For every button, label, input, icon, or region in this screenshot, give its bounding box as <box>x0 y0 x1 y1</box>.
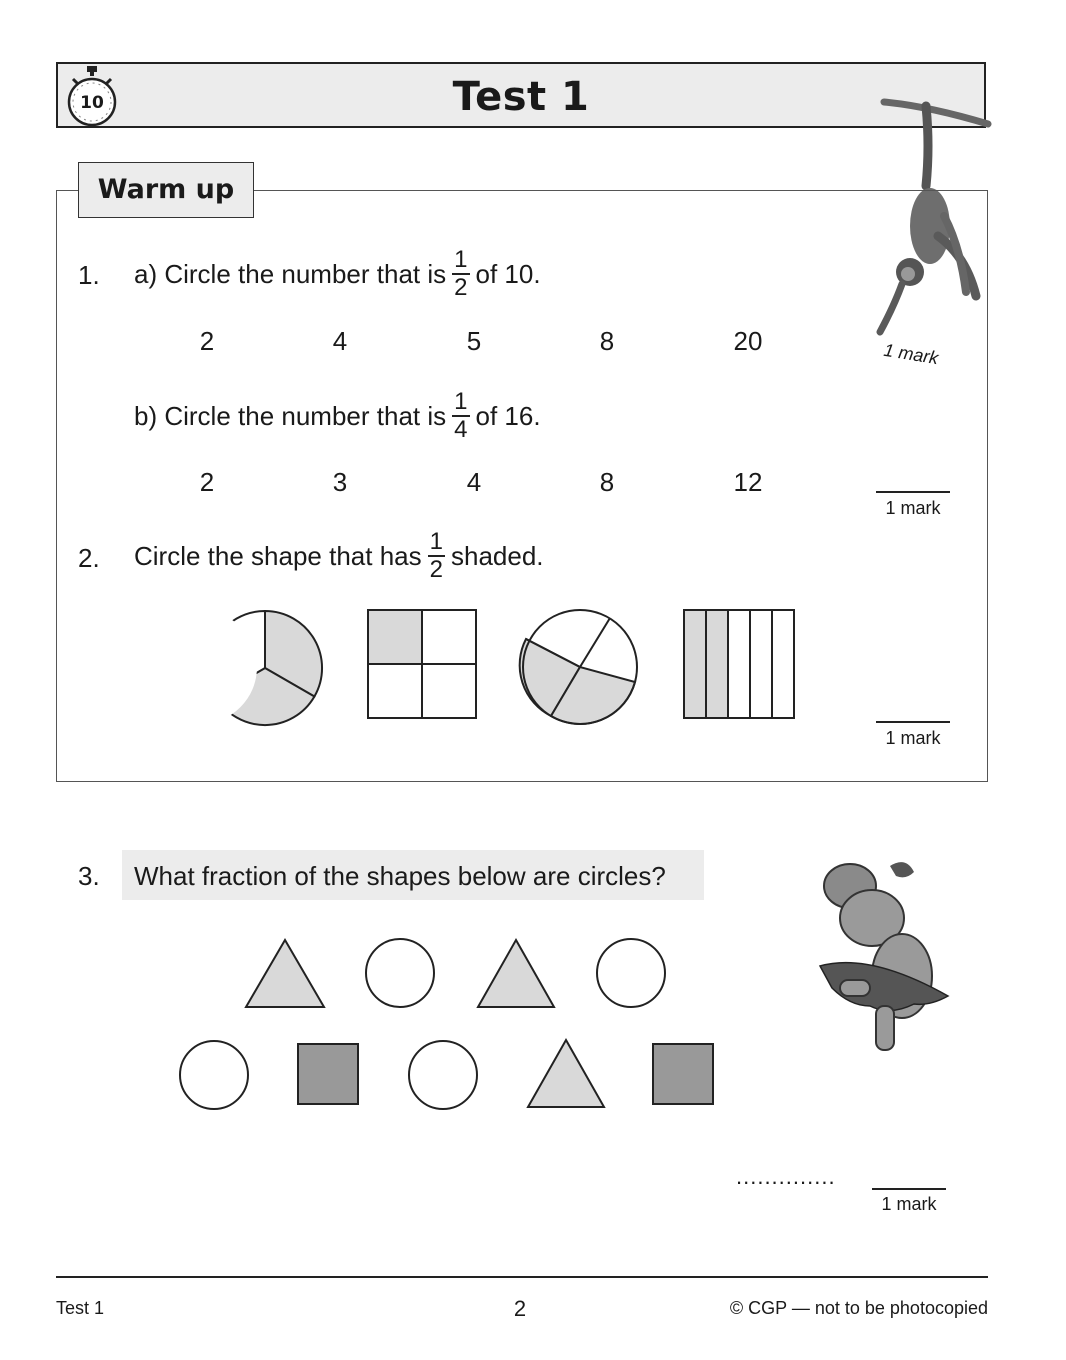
q1b-option[interactable]: 3 <box>332 467 348 497</box>
q3-question: What fraction of the shapes below are circles? <box>134 861 666 891</box>
footer-divider <box>56 1276 988 1278</box>
q1b-mark: 1 mark <box>885 498 941 518</box>
q2-mark: 1 mark <box>885 728 941 748</box>
q3-circle <box>409 1041 477 1109</box>
q2-suffix: shaded. <box>450 540 544 571</box>
q1-number: 1. <box>78 260 100 290</box>
q3-triangle <box>528 1040 604 1107</box>
title-bar <box>56 62 986 128</box>
q1b-frac-den: 4 <box>454 416 468 443</box>
q2-fraction <box>428 529 445 583</box>
q2-prefix: Circle the shape that has <box>134 540 422 571</box>
warmup-label: Warm up <box>78 162 254 218</box>
q1a-option[interactable]: 2 <box>199 326 215 356</box>
q2-shapes <box>200 604 810 730</box>
q1a-option[interactable]: 20 <box>733 326 763 356</box>
q3-mark: 1 mark <box>881 1194 937 1214</box>
q1b-frac-num: 1 <box>454 388 468 415</box>
q3-square <box>653 1044 713 1104</box>
q1a-text <box>134 244 541 304</box>
q2-mark-line <box>876 721 950 723</box>
q3-circle <box>180 1041 248 1109</box>
q1a-prefix: a) Circle the number that is <box>134 258 447 289</box>
q2-number: 2. <box>78 543 100 573</box>
q3-square <box>298 1044 358 1104</box>
page-number: 2 <box>513 1296 527 1321</box>
q1b-prefix: b) Circle the number that is <box>134 400 447 431</box>
q1a-mark: 1 mark <box>882 339 940 369</box>
q1b-fraction <box>452 389 469 443</box>
q2-frac-den: 2 <box>429 556 443 583</box>
q3-shapes <box>170 930 730 1116</box>
q3-circle <box>597 939 665 1007</box>
q1a-option[interactable]: 8 <box>599 326 615 356</box>
q1b-option[interactable]: 4 <box>466 467 482 497</box>
q1b-option[interactable]: 12 <box>733 467 763 497</box>
q1a-option[interactable]: 5 <box>466 326 482 356</box>
q2-frac-num: 1 <box>429 528 443 555</box>
q1a-suffix: of 10. <box>475 258 541 289</box>
page-title: Test 1 <box>452 74 590 120</box>
footer-left: Test 1 <box>56 1298 105 1318</box>
q2-text <box>134 526 544 586</box>
q1a-option[interactable]: 4 <box>332 326 348 356</box>
footer-copyright: © CGP — not to be photocopied <box>729 1298 988 1318</box>
timer-minutes: 10 <box>80 93 104 113</box>
q1b-mark-line <box>876 491 950 493</box>
q3-triangle <box>246 940 324 1007</box>
q3-triangle <box>478 940 554 1007</box>
hippo-illustration <box>810 856 952 1058</box>
q2-shape-square-quarters[interactable] <box>368 610 476 718</box>
q1a-fraction <box>452 247 469 301</box>
q2-shape-strips[interactable] <box>684 610 794 718</box>
q3-circle <box>366 939 434 1007</box>
q1a-frac-den: 2 <box>454 274 468 301</box>
q1b-text <box>134 386 541 446</box>
q1b-option[interactable]: 8 <box>599 467 615 497</box>
q1b-suffix: of 16. <box>475 400 541 431</box>
q1b-option[interactable]: 2 <box>199 467 215 497</box>
q3-number: 3. <box>78 861 100 891</box>
q3-answer-blank[interactable]: .............. <box>736 1164 836 1189</box>
q1a-frac-num: 1 <box>454 246 468 273</box>
q3-mark-line <box>872 1188 946 1190</box>
